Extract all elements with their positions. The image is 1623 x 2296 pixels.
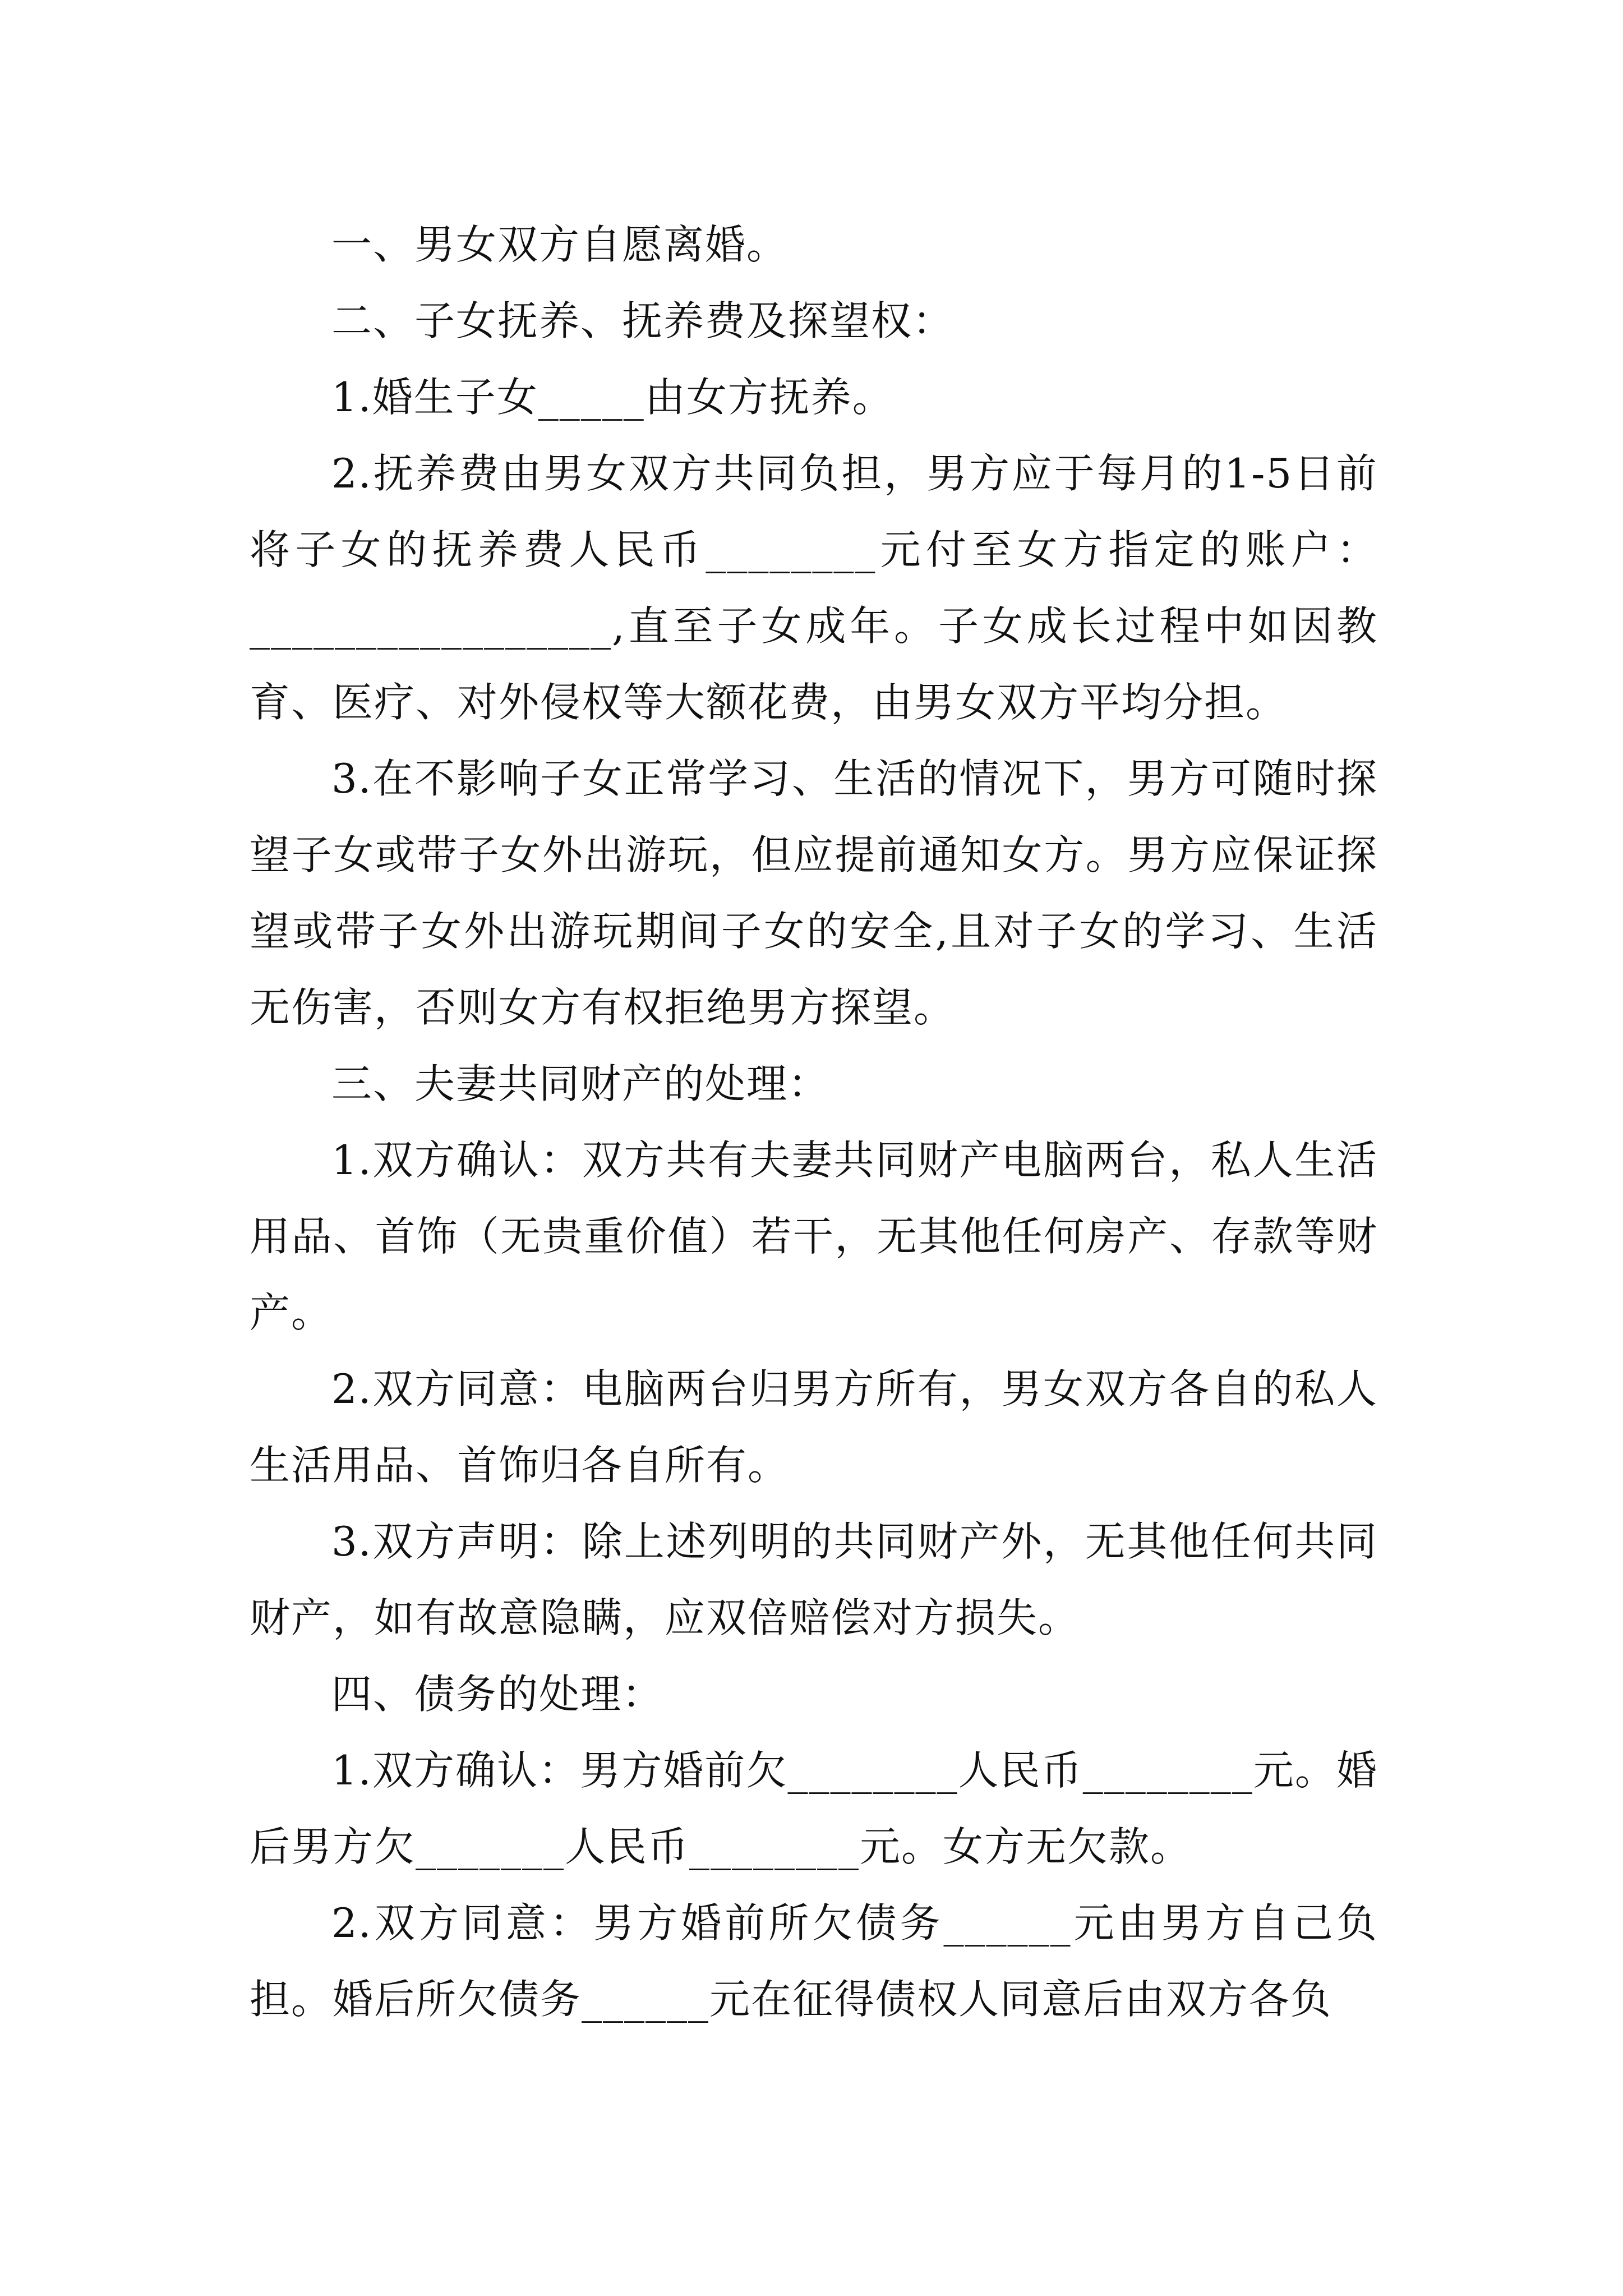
clause-3-3-property-declaration: 3.双方声明：除上述列明的共同财产外，无其他任何共同财产，如有故意隐瞒，应双倍赔偿对方损失。	[250, 1518, 1378, 1641]
clause-3-1-property-confirmation: 1.双方确认：双方共有夫妻共同财产电脑两台，私人生活用品、首饰（无贵重价值）若干，无其他任何房产、存款等财产。	[250, 1137, 1378, 1336]
clause-4-heading-debts: 四、债务的处理：	[331, 1671, 664, 1718]
clause-2-heading-child-custody: 二、子女抚养、抚养费及探望权：	[331, 297, 955, 344]
clause-3-heading-property: 三、夫妻共同财产的处理：	[331, 1060, 830, 1107]
clause-2-2-support-payment: 2.抚养费由男女双方共同负担，男方应于每月的1-5日前将子女的抚养费人民币________元付至女方指定的账户：_________________,直至子女成年。子女成长过程中如因教育、医疗、对外侵权等大额花费，由男女双方平均分担。	[250, 450, 1378, 726]
clause-4-2-debt-agreement: 2.双方同意：男方婚前所欠债务______元由男方自己负担。婚后所欠债务______元在征得债权人同意后由双方各负	[250, 1899, 1378, 2023]
clause-3-2-property-division: 2.双方同意：电脑两台归男方所有，男女双方各自的私人生活用品、首饰归各自所有。	[250, 1365, 1378, 1489]
clause-2-1-custody: 1.婚生子女_____由女方抚养。	[331, 374, 894, 421]
clause-4-1-debt-confirmation: 1.双方确认：男方婚前欠________人民币________元。婚后男方欠_______人民币________元。女方无欠款。	[250, 1747, 1378, 1870]
clause-1-voluntary-divorce: 一、男女双方自愿离婚。	[331, 221, 789, 268]
document-body	[250, 206, 1378, 2037]
clause-2-3-visitation: 3.在不影响子女正常学习、生活的情况下，男方可随时探望子女或带子女外出游玩，但应提前通知女方。男方应保证探望或带子女外出游玩期间子女的安全,且对子女的学习、生活无伤害，否则女方有权拒绝男方探望。	[250, 755, 1378, 1031]
